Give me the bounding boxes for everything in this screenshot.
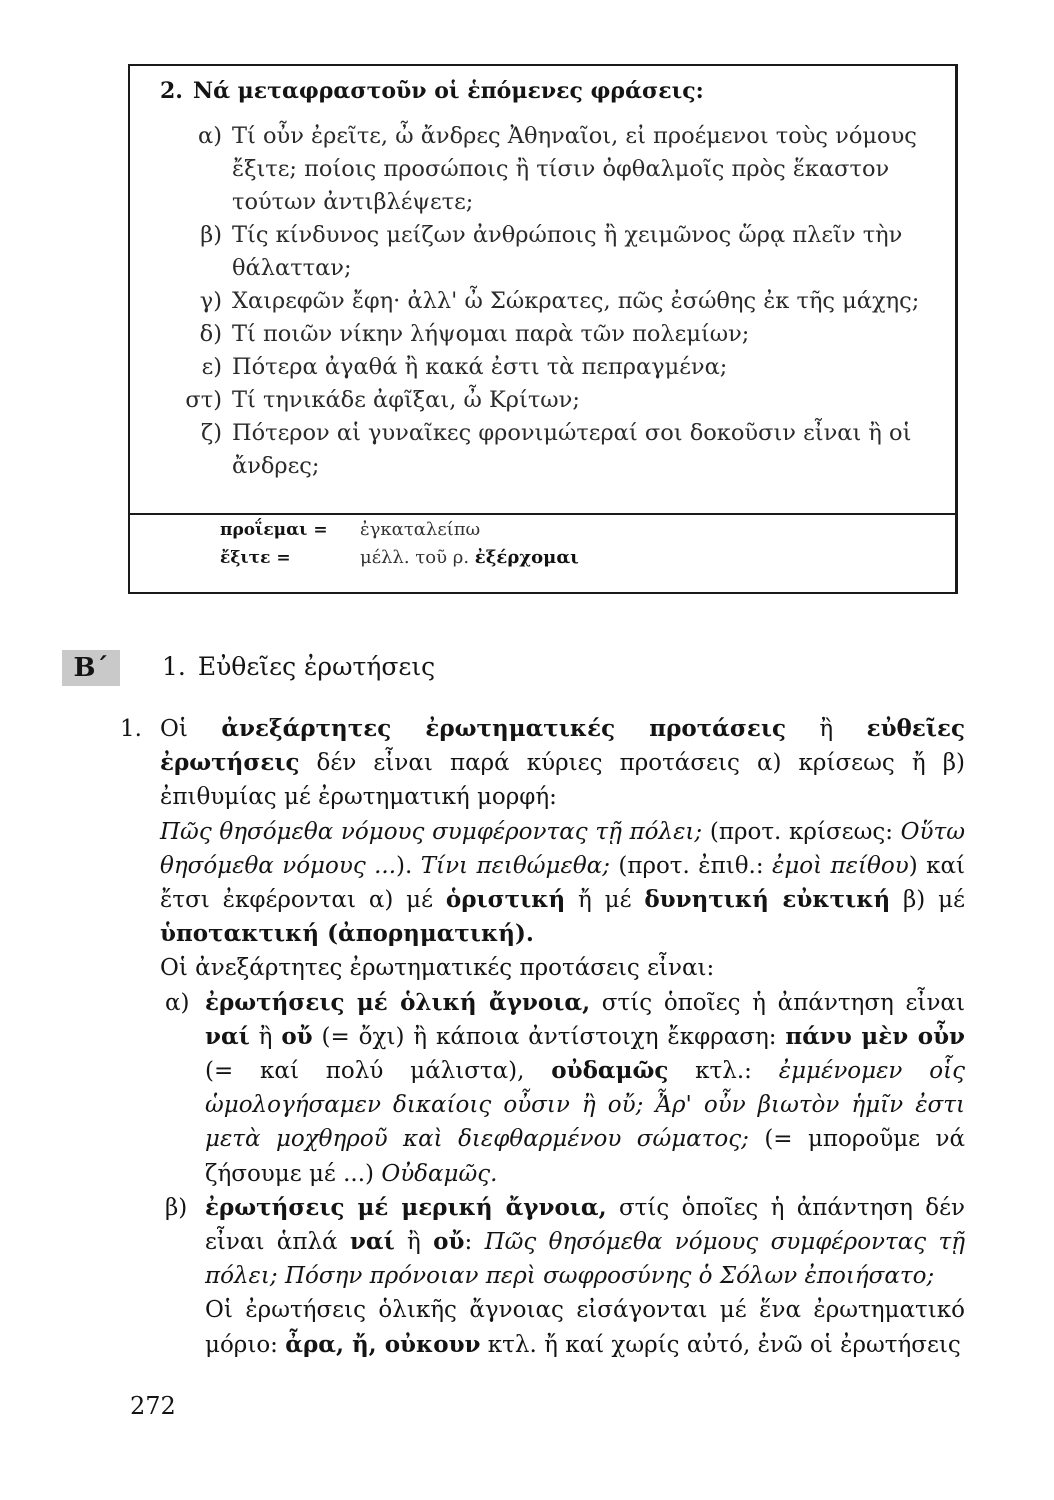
glossary	[220, 516, 579, 572]
bold-term: ἆρα, ἤ, οὐκουν	[285, 1330, 481, 1358]
item-label: β)	[200, 222, 222, 248]
exercise-items	[160, 120, 950, 483]
section-badge: Β΄	[62, 650, 120, 686]
greek-example: Οὐδαμῶς.	[381, 1160, 498, 1187]
exercise-title-text: Νά μεταφραστοῦν οἱ ἑπόμενες φράσεις:	[192, 78, 704, 104]
text-run: (προτ. ἐπιθ.:	[609, 852, 773, 879]
text-run: (προτ. κρίσεως:	[702, 818, 901, 845]
text-run: ).	[396, 852, 421, 879]
glossary-def-bold: ἐξέρχομαι	[474, 547, 579, 568]
glossary-definition	[360, 516, 480, 544]
text-run: στίς ὁποῖες ἡ ἀπάντηση δέν εἶναι ἁπλά	[205, 1194, 965, 1256]
bold-term: ἐρωτήσεις μέ μερική ἄγνοια,	[205, 1193, 607, 1221]
text-run: ἢ	[394, 1229, 434, 1256]
text-run: ) καί ἔτσι ἐκφέρονται α) μέ	[160, 852, 966, 914]
section-title: Εὐθεῖες ἐρωτήσεις	[197, 652, 436, 681]
text-run: Οἱ ἐρωτήσεις ὁλικῆς ἄγνοιας εἰσάγονται μέ ἕνα ἐρωτηματικό μόριο:	[205, 1297, 965, 1358]
exercise-box	[128, 64, 958, 594]
bold-term: οὐδαμῶς	[551, 1057, 669, 1085]
item-text: Τί ποιῶν νίκην λήψομαι παρὰ τῶν πολεμίων;	[232, 321, 750, 347]
paragraph-examples	[120, 815, 965, 952]
bold-term: εὐθεῖες ἐρωτήσεις	[160, 715, 965, 777]
bold-term: οὔ	[433, 1228, 465, 1256]
item-label: γ)	[199, 288, 222, 314]
exercise-title	[160, 78, 704, 104]
subitem-b	[120, 1191, 965, 1362]
subitem-body	[205, 1191, 965, 1362]
item-text: Χαιρεφῶν ἔφη· ἀλλ' ὦ Σώκρατες, πῶς ἐσώθης ἐκ τῆς μάχης;	[232, 288, 920, 314]
glossary-definition	[360, 544, 579, 572]
exercise-item	[160, 219, 950, 285]
bold-term: οὔ	[281, 1022, 313, 1050]
text-run: ἢ	[249, 1023, 282, 1050]
greek-example: ἐμοὶ πείθου	[772, 852, 909, 879]
item-text: Τί οὖν ἐρεῖτε, ὦ ἄνδρες Ἀθηναῖοι, εἰ προέμενοι τοὺς νόμους ἔξιτε; ποίοις προσώποις ἢ τίσιν ὀφθαλμοῖς πρὸς ἕκαστον τούτων ἀντιβλέψετε;	[232, 123, 917, 215]
page-number: 272	[130, 1392, 176, 1420]
text-run: ἤ μέ	[565, 887, 645, 914]
paragraph-intro: Οἱ ἀνεξάρτητες ἐρωτηματικές προτάσεις εἶναι:	[160, 955, 715, 982]
section-heading	[162, 652, 435, 681]
item-text: Πότερον αἱ γυναῖκες φρονιμώτεραί σοι δοκοῦσιν εἶναι ἢ οἱ ἄνδρες;	[232, 420, 912, 479]
text-run: :	[464, 1229, 485, 1256]
main-text	[120, 712, 965, 1362]
glossary-entry	[220, 544, 579, 572]
item-text: Πότερα ἀγαθά ἢ κακά ἐστι τὰ πεπραγμένα;	[232, 354, 728, 380]
greek-example: Τίνι πειθώμεθα;	[420, 852, 610, 879]
paragraph-1	[120, 712, 965, 815]
subitem-label: β)	[165, 1194, 188, 1221]
bold-term: ναί	[205, 1022, 250, 1050]
item-text: Τί τηνικάδε ἀφῖξαι, ὦ Κρίτων;	[232, 387, 580, 413]
subitem-label: α)	[165, 989, 190, 1016]
bold-term: δυνητική εὐκτική	[644, 886, 891, 914]
exercise-item	[160, 285, 950, 318]
glossary-def-text: ἐγκαταλείπω	[360, 519, 481, 540]
exercise-item	[160, 351, 950, 384]
exercise-item	[160, 120, 950, 219]
text-run: ἢ	[785, 716, 867, 742]
glossary-entry	[220, 516, 579, 544]
item-label: ε)	[201, 354, 222, 380]
item-text: Τίς κίνδυνος μείζων ἀνθρώποις ἢ χειμῶνος ὥρᾳ πλεῖν τὴν θάλατταν;	[232, 222, 903, 281]
bold-term: ἐρωτήσεις μέ ὁλική ἄγνοια,	[205, 988, 591, 1016]
text-run: (= μποροῦμε νά ζήσουμε μέ ...)	[205, 1126, 965, 1187]
item-label: ζ)	[201, 420, 222, 446]
text-run: (= ὄχι) ἢ κάποια ἀντίστοιχη ἔκφραση:	[312, 1023, 786, 1050]
bold-term: πάνυ μὲν οὖν	[785, 1022, 966, 1050]
text-run: β) μέ	[890, 887, 965, 914]
glossary-term: προΐεμαι =	[220, 520, 328, 540]
greek-example: ἐμμένομεν οἷς ὡμολογήσαμεν δικαίοις οὖσιν ἢ οὔ; Ἆρ' οὖν βιωτὸν ἡμῖν ἐστι μετὰ μοχθηροῦ καὶ διεφθαρμένου σώματος;	[205, 1058, 965, 1153]
exercise-item	[160, 384, 950, 417]
exercise-item	[160, 417, 950, 483]
subitem-body	[205, 986, 965, 1191]
glossary-term: ἔξιτε =	[220, 548, 291, 568]
greek-example: Πῶς θησόμεθα νόμους συμφέροντας τῇ πόλει; Πόσην πρόνοιαν περὶ σωφροσύνης ὁ Σόλων ἐποιήσατο;	[205, 1229, 965, 1290]
text-run: Οἱ	[160, 716, 222, 742]
text-run: (= καί πολύ μάλιστα),	[205, 1058, 552, 1085]
bold-term: ὑποτακτική (ἀπορηματική).	[160, 920, 534, 948]
exercise-number: 2.	[160, 78, 183, 104]
greek-example: Πῶς θησόμεθα νόμους συμφέροντας τῇ πόλει;	[160, 818, 703, 845]
bold-term: ἀνεξάρτητες ἐρωτηματικές προτάσεις	[221, 715, 786, 742]
paragraph-body	[160, 712, 965, 815]
text-run: κτλ.:	[668, 1058, 779, 1085]
glossary-def-text: μέλλ. τοῦ ρ.	[360, 547, 475, 568]
item-label: δ)	[199, 321, 222, 347]
glossary-divider	[130, 513, 955, 515]
greek-example: Οὕτω θησόμεθα νόμους ...	[160, 818, 965, 879]
item-label: στ)	[185, 387, 222, 413]
text-run: δέν εἶναι παρά κύριες προτάσεις α) κρίσεως ἤ β) ἐπιθυμίας μέ ἐρωτηματική μορφή:	[160, 750, 965, 811]
text-run: κτλ. ἤ καί χωρίς αὐτό, ἐνῶ οἱ ἐρωτήσεις	[480, 1331, 961, 1358]
exercise-item	[160, 318, 950, 351]
bold-term: ὁριστική	[445, 886, 566, 914]
section-number: 1.	[162, 652, 186, 681]
item-label: α)	[198, 123, 222, 149]
text-run: στίς ὁποῖες ἡ ἀπάντηση εἶναι	[590, 989, 965, 1016]
subitem-a	[120, 986, 965, 1191]
paragraph-number: 1.	[120, 716, 142, 742]
bold-term: ναί	[349, 1228, 395, 1256]
